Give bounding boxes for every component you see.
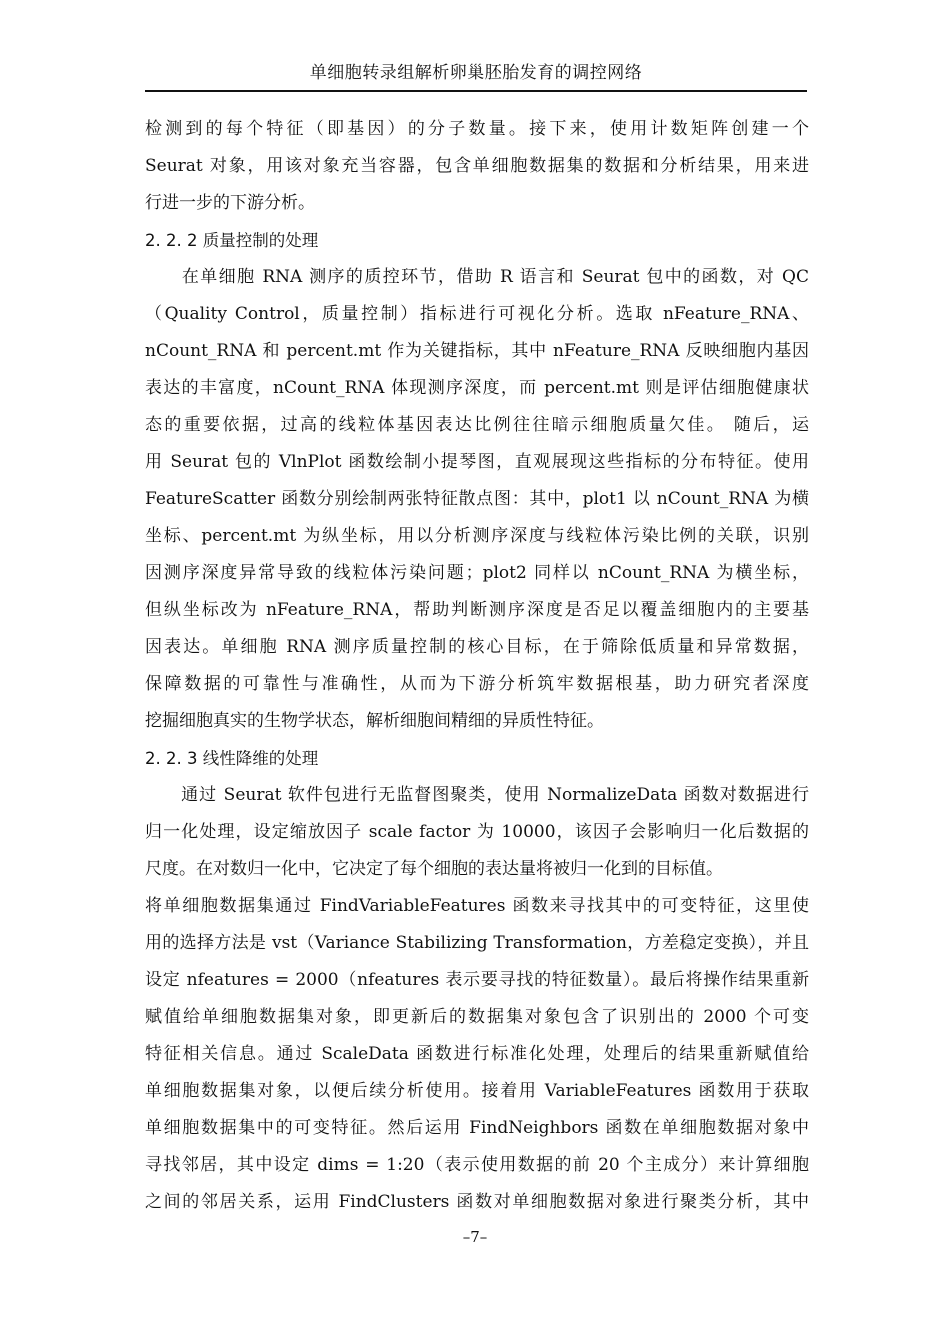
page-body (145, 111, 809, 1221)
text-line: 将单细胞数据集通过 FindVariableFeatures 函数来寻找其中的可变特征，这里使 (145, 896, 809, 916)
text-line: 赋值给单细胞数据集对象，即更新后的数据集对象包含了识别出的 2000 个可变 (145, 1007, 809, 1027)
text-line: 寻找邻居，其中设定 dims = 1:20（表示使用数据的前 20 个主成分）来计算细胞 (145, 1155, 809, 1175)
running-header: 单细胞转录组解析卵巢胚胎发育的调控网络 (309, 63, 643, 83)
text-line: FeatureScatter 函数分别绘制两张特征散点图：其中，plot1 以 nCount_RNA 为横 (145, 489, 809, 509)
paragraph-dimension-reduction (145, 777, 809, 1221)
text-line: Seurat 对象，用该对象充当容器，包含单细胞数据集的数据和分析结果，用来进 (145, 156, 809, 176)
text-line: 用 Seurat 包的 VlnPlot 函数绘制小提琴图，直观展现这些指标的分布特征。使用 (145, 452, 809, 472)
page-number: –7– (462, 1228, 488, 1246)
paragraph-quality-control (145, 259, 809, 740)
text-line: 坐标、percent.mt 为纵坐标，用以分析测序深度与线粒体污染比例的关联，识别 (145, 526, 809, 546)
text-line: 特征相关信息。通过 ScaleData 函数进行标准化处理，处理后的结果重新赋值给 (145, 1044, 809, 1064)
text-line: 单细胞数据集中的可变特征。然后运用 FindNeighbors 函数在单细胞数据对象中 (145, 1118, 809, 1138)
text-line: （Quality Control，质量控制）指标进行可视化分析。选取 nFeature_RNA、 (145, 304, 809, 324)
text-line: 因表达。单细胞 RNA 测序质量控制的核心目标，在于筛除低质量和异常数据， (145, 637, 809, 657)
text-line: 尺度。在对数归一化中，它决定了每个细胞的表达量将被归一化到的目标值。 (145, 859, 723, 879)
paragraph-intro (145, 111, 809, 222)
text-line: 保障数据的可靠性与准确性，从而为下游分析筑牢数据根基，助力研究者深度 (145, 674, 809, 694)
text-line: 设定 nfeatures = 2000（nfeatures 表示要寻找的特征数量）。最后将操作结果重新 (145, 970, 809, 990)
text-line: 通过 Seurat 软件包进行无监督图聚类，使用 NormalizeData 函数对数据进行 (145, 785, 809, 805)
text-line: 态的重要依据，过高的线粒体基因表达比例往往暗示细胞质量欠佳。 随后，运 (145, 415, 809, 435)
text-line: 在单细胞 RNA 测序的质控环节，借助 R 语言和 Seurat 包中的函数，对 QC (145, 267, 809, 287)
text-line: nCount_RNA 和 percent.mt 作为关键指标，其中 nFeature_RNA 反映细胞内基因 (145, 341, 809, 361)
text-line: 因测序深度异常导致的线粒体污染问题；plot2 同样以 nCount_RNA 为横坐标， (145, 563, 809, 583)
text-line: 挖掘细胞真实的生物学状态，解析细胞间精细的异质性特征。 (145, 711, 604, 731)
text-line: 行进一步的下游分析。 (145, 193, 315, 213)
text-line: 表达的丰富度，nCount_RNA 体现测序深度，而 percent.mt 则是评估细胞健康状 (145, 378, 809, 398)
section-heading-2-2-3: 2. 2. 3 线性降维的处理 (145, 749, 319, 768)
text-line: 用的选择方法是 vst（Variance Stabilizing Transformation，方差稳定变换），并且 (145, 933, 809, 953)
text-line: 归一化处理，设定缩放因子 scale factor 为 10000，该因子会影响归一化后数据的 (145, 822, 809, 842)
text-line: 之间的邻居关系，运用 FindClusters 函数对单细胞数据对象进行聚类分析，其中 (145, 1192, 809, 1212)
text-line: 单细胞数据集对象，以便后续分析使用。接着用 VariableFeatures 函数用于获取 (145, 1081, 809, 1101)
text-line: 但纵坐标改为 nFeature_RNA，帮助判断测序深度是否足以覆盖细胞内的主要基 (145, 600, 809, 620)
section-heading-2-2-2: 2. 2. 2 质量控制的处理 (145, 231, 319, 250)
header-rule (145, 90, 807, 92)
text-line: 检测到的每个特征（即基因）的分子数量。接下来，使用计数矩阵创建一个 (145, 119, 809, 139)
